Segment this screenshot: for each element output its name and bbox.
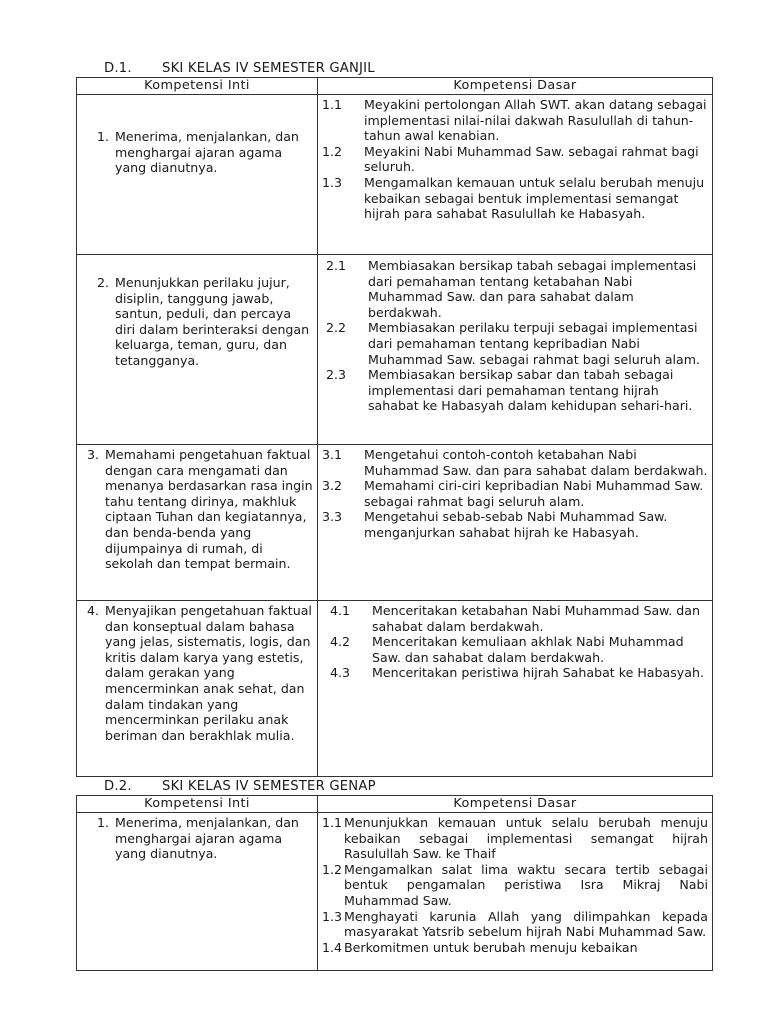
kd-number: 3.3	[322, 509, 343, 525]
kd-item	[330, 665, 708, 681]
ki-text: Menerima, menjalankan, dan menghargai ajaran agama yang dianutnya.	[115, 815, 299, 862]
ki-number: 2.	[96, 275, 109, 290]
ki-cell	[77, 255, 318, 445]
kd-item	[322, 909, 708, 940]
kd-number: 4.2	[330, 634, 351, 650]
table-row	[77, 445, 713, 601]
ki-cell	[77, 445, 318, 601]
kd-number: 4.1	[330, 603, 351, 618]
table-row	[77, 813, 713, 971]
kd-number: 1.2	[322, 861, 343, 877]
ki-cell	[77, 813, 318, 971]
kd-text: Membiasakan perilaku terpuji sebagai implementasi dari pemahaman tentang kepribadian Nabi Muhammad Saw. sebagai rahmat bagi seluruh alam.	[368, 320, 701, 367]
kd-item	[322, 175, 708, 222]
ki-number: 4.	[86, 603, 99, 618]
section-1-heading: SKI KELAS IV SEMESTER GANJIL	[162, 61, 375, 76]
section-1-title	[104, 61, 375, 76]
header-kompetensi-dasar: Kompetensi Dasar	[318, 78, 713, 95]
kd-item	[326, 258, 708, 320]
kd-item	[322, 862, 708, 909]
table-semester-ganjil	[76, 77, 713, 777]
kd-item	[322, 815, 708, 862]
table-row	[77, 601, 713, 777]
kd-number: 4.3	[330, 665, 351, 681]
ki-number: 1.	[96, 815, 109, 830]
ki-number: 1.	[96, 129, 109, 144]
ki-text: Menyajikan pengetahuan faktual dan konseptual dalam bahasa yang jelas, sistematis, logis, dan kritis dalam karya yang estetis, dalam gerakan yang mencerminkan anak sehat, dan dalam tindakan yang mencerminkan perilaku anak beriman dan berakhlak mulia.	[105, 603, 312, 743]
kd-item	[330, 603, 708, 634]
table-semester-genap	[76, 795, 713, 971]
kd-text: Mengamalkan kemauan untuk selalu berubah menuju kebaikan sebagai bentuk implementasi semangat hijrah para sahabat Rasulullah ke Habasyah.	[364, 174, 705, 222]
ki-text: Menunjukkan perilaku jujur, disiplin, tanggung jawab, santun, peduli, dan percaya diri dalam berinteraksi dengan keluarga, teman, guru, dan tetangganya.	[115, 275, 310, 368]
kd-text: Membiasakan bersikap tabah sebagai implementasi dari pemahaman tentang ketabahan Nabi Muhammad Saw. dan para sahabat dalam berdakwah.	[368, 258, 697, 320]
table-row	[77, 95, 713, 255]
kd-number: 1.3	[322, 908, 343, 924]
kd-number: 1.3	[322, 174, 343, 190]
kd-item	[322, 940, 708, 956]
kd-number: 1.1	[322, 815, 343, 830]
kd-text: Membiasakan bersikap sabar dan tabah sebagai implementasi dari pemahaman tentang hijrah sahabat ke Habasyah dalam kehidupan sehari-hari.	[368, 367, 693, 414]
kd-item	[326, 320, 708, 367]
kd-text: Menghayati karunia Allah yang dilimpahkan kepada masyarakat Yatsrib sebelum hijrah Nabi Muhammad Saw.	[344, 908, 708, 940]
kd-number: 1.1	[322, 97, 343, 112]
kd-number: 2.1	[326, 258, 347, 273]
ki-text: Memahami pengetahuan faktual dengan cara mengamati dan menanya berdasarkan rasa ingin tahu tentang dirinya, makhluk ciptaan Tuhan dan kegiatannya, dan benda-benda yang dijumpainya di rumah, di sekolah dan tempat bermain.	[105, 447, 313, 572]
kd-cell	[318, 95, 713, 255]
kd-text: Menunjukkan kemauan untuk selalu berubah menuju kebaikan sebagai implementasi semangat hijrah Rasulullah Saw. ke Thaif	[344, 815, 708, 862]
section-2-title	[104, 779, 376, 794]
ki-cell	[77, 95, 318, 255]
ki-cell	[77, 601, 318, 777]
kd-text: Memahami ciri-ciri kepribadian Nabi Muhammad Saw. sebagai rahmat bagi seluruh alam.	[364, 478, 704, 509]
header-kompetensi-inti: Kompetensi Inti	[77, 796, 318, 813]
kd-item	[322, 478, 708, 509]
kd-item	[326, 367, 708, 414]
kd-cell	[318, 601, 713, 777]
kd-item	[322, 97, 708, 144]
ki-text: Menerima, menjalankan, dan menghargai ajaran agama yang dianutnya.	[115, 129, 299, 176]
kd-number: 2.2	[326, 320, 347, 336]
kd-cell	[318, 255, 713, 445]
section-2-number: D.2.	[104, 779, 132, 794]
kd-cell	[318, 813, 713, 971]
kd-item	[322, 144, 708, 175]
kd-text: Mengetahui contoh-contoh ketabahan Nabi Muhammad Saw. dan para sahabat dalam berdakwah.	[364, 447, 708, 478]
kd-number: 2.3	[326, 367, 347, 383]
kd-cell	[318, 445, 713, 601]
section-1-number: D.1.	[104, 61, 132, 76]
kd-number: 3.2	[322, 478, 343, 494]
table-header-row	[77, 796, 713, 813]
kd-item	[322, 447, 708, 478]
kd-text: Meyakini pertolongan Allah SWT. akan datang sebagai implementasi nilai-nilai dakwah Rasulullah di tahun-tahun awal kenabian.	[364, 97, 707, 144]
header-kompetensi-inti: Kompetensi Inti	[77, 78, 318, 95]
kd-text: Menceritakan peristiwa hijrah Sahabat ke Habasyah.	[372, 665, 704, 681]
kd-number: 1.2	[322, 143, 343, 159]
table-header-row	[77, 78, 713, 95]
header-kompetensi-dasar: Kompetensi Dasar	[318, 796, 713, 813]
kd-item	[322, 509, 708, 540]
kd-text: Menceritakan kemuliaan akhlak Nabi Muhammad Saw. dan sahabat dalam berdakwah.	[372, 634, 684, 665]
kd-text: Berkomitmen untuk berubah menuju kebaikan	[344, 939, 638, 955]
kd-text: Menceritakan ketabahan Nabi Muhammad Saw. dan sahabat dalam berdakwah.	[372, 603, 701, 634]
ki-number: 3.	[86, 447, 99, 462]
table-row	[77, 255, 713, 445]
section-2-heading: SKI KELAS IV SEMESTER GENAP	[162, 779, 376, 794]
kd-text: Mengetahui sebab-sebab Nabi Muhammad Saw. menganjurkan sahabat hijrah ke Habasyah.	[364, 509, 668, 540]
kd-text: Meyakini Nabi Muhammad Saw. sebagai rahmat bagi seluruh.	[364, 143, 699, 175]
kd-number: 3.1	[322, 447, 343, 462]
kd-item	[330, 634, 708, 665]
kd-number: 1.4	[322, 939, 343, 955]
kd-text: Mengamalkan salat lima waktu secara tertib sebagai bentuk pengamalan peristiwa Isra Mikraj Nabi Muhammad Saw.	[344, 861, 708, 908]
